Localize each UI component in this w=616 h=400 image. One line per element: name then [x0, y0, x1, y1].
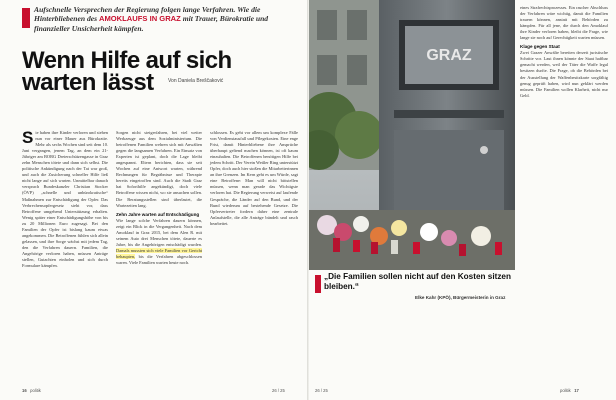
quote-accent-bar [315, 275, 321, 293]
column-3-text: schlossen. Es geht vor allem um komplexe Fälle von Verdienstausfall und Pflegekosten. Eine enge Frist, damit Hinterbliebene ihre Ansprüche überhaupt geltend machen können, ist oft kaum einzuhalten. Die Betroffenen benötigen Hilfe bei jedem Schritt. Der Verein Weißer Ring unterstützt Opfer, doch auch hier stoßen die Mitarbeiterinnen an ihre Grenzen. Im Kern geht es um Würde, sagt eine Betroffene: Man will nicht bittstellen müssen, wenn man gerade das Wichtigste verloren hat. Die Regierung verweist auf laufende Gespräche, die Länder auf den Bund, und der Bund wiederum auf bestehende Gesetze. Die Opfervertreter fordern daher eine zentrale Anlaufstelle, die alle Anträge bündelt und rasch bearbeitet. [210, 130, 298, 226]
kicker-text-start: Aufschnelle Versprechen der Regierung folgen lange Verfahren. Wie die Hinterbliebenen des [34, 5, 261, 24]
folio-right: 17 [574, 388, 579, 393]
article-column-1 [22, 130, 108, 269]
subheading-compensation: Zehn Jahre warten auf Entschädigung [116, 211, 200, 217]
page-number-left [22, 388, 41, 393]
article-kicker [34, 5, 294, 33]
date-right: 26 / 25 [315, 388, 328, 393]
section-right: politik [560, 388, 571, 393]
memorial-photo [309, 0, 515, 270]
article-column-4 [520, 5, 608, 99]
column-2-text-b: Wie lange solche Verfahren dauern können, zeigt ein Blick in die Vergangenheit. Nach dem Amoklauf in Graz 2015, bei dem Alen R. mit seinem Auto drei Menschen tötete, dauerte es Jahre, bis die Angehörigen entschädigt wurden. [116, 217, 202, 247]
article-column-2 [116, 130, 202, 266]
column-1-text: ie haben ihre Kinder verloren und stehen nun vor einer Mauer aus Bürokratie. Mehr als sechs Wochen sind seit dem 10. Juni vergangen, jenem Tag, an dem ein 21-Jähriger am BORG Dreierschützengasse in Graz zehn Menschen tötete und dann sich selbst. Die politische Ankündigung nach der Tat war groß, und auch die Zusicherung schneller Hilfe ließ nicht lange auf sich warten. Unmittelbar danach versprach Bundeskanzler Christian Stocker (ÖVP) „schnelle und unbürokratische“ Maßnahmen zur Entschädigung der Opfer. Das Verbrechensopfergesetz sieht vor, dass Betroffene umgehend Unterstützung erhalten. Wenig später einer Entschädigungshöhe von bis zu 20 Millionen Euro zugesagt. Bei den Familien der Opfer ist bislang kaum etwas angekommen. Die Betroffenen fühlen sich allein gelassen, und ihre Sorge wächst mit jedem Tag, den die Verfahren dauern. Familien, die Angehörige verloren haben, müssen Anträge stellen, Gutachten einholen und sich durch Formulare kämpfen. [22, 130, 108, 269]
dropcap: S [22, 128, 34, 147]
kicker-highlight: AMOKLAUFS IN GRAZ [98, 14, 181, 24]
kicker-accent-bar [22, 8, 30, 28]
page-number-right [560, 388, 579, 393]
article-byline: Von Daniela Breščaković [168, 78, 224, 84]
folio-left: 16 [22, 388, 27, 393]
quote-attribution: Elke Kahr (KPÖ), Bürgermeisterin in Graz [415, 295, 506, 300]
column-4-text-b: Zwei Grazer Anwälte bereiten derzeit juristische Schritte vor. Laut ihnen könnte der Staat haftbar gemacht werden, weil der Täter die Waffe legal besitzen durfte. Die Frage, ob die Behörden bei der Ausstellung der Waffenbesitzkarte sorgfältig genug geprüft haben, wird nun geklärt werden müssen. Die Familien wollen Klarheit, nicht nur Geld. [520, 50, 608, 98]
kicker-text-end: mit Trauer, Bürokratie und finanzieller Unsicherheit kämpfen. [34, 14, 269, 33]
quote-text: „Die Familien sollen nicht auf den Kosten sitzen bleiben.“ [324, 272, 511, 291]
column-2-text-c: bis die Verfahren abgeschlossen waren. Viele Familien warten heute noch. [116, 253, 202, 265]
sign-text: GRAZ [426, 47, 472, 64]
pull-quote [315, 272, 515, 312]
highlighted-passage: Damals mussten sich viele Familien vor Gericht behaupten, [116, 247, 202, 259]
date-left: 26 / 25 [272, 388, 285, 393]
memorial-photo-illustration [309, 0, 515, 270]
section-left: politik [30, 388, 41, 393]
article-column-3 [210, 130, 298, 227]
article-headline: Wenn Hilfe auf sich warten lässt [22, 47, 232, 96]
subheading-lawsuit: Klage gegen Staat [520, 44, 560, 50]
column-4-text: eines Strafrechtsprozesses. Ein rascher Abschluss der Verfahren wäre wichtig, damit die Familien trauern können, anstatt mit Behörden zu kämpfen. Für all jene, die durch den Amoklauf ihre Kinder verloren haben, bleibt die Frage, wie lange sie noch auf Gerechtigkeit warten müssen. [520, 5, 608, 41]
column-2-text: Sorgen nicht steigerfahren, bei viel weiter Werkzeuge aus dem Sozialministerium. Die betroffenen Familien wehren sich mit Anwälten gegen die langsamen Verfahren. Ein Einsatz von Experten ist geplant, doch die Lage bleibt angespannt. Eltern berichten, dass sie seit Wochen auf eine Antwort warten, während Rechnungen für Begräbnisse und Therapie bereits eingetroffen sind. Auch die Stadt Graz hat Soforthilfe angekündigt, doch viele Betroffene wissen nicht, wo sie ansuchen sollen. Die Beratungsstellen sind überlastet, die Wartezeiten lang. [116, 130, 202, 208]
